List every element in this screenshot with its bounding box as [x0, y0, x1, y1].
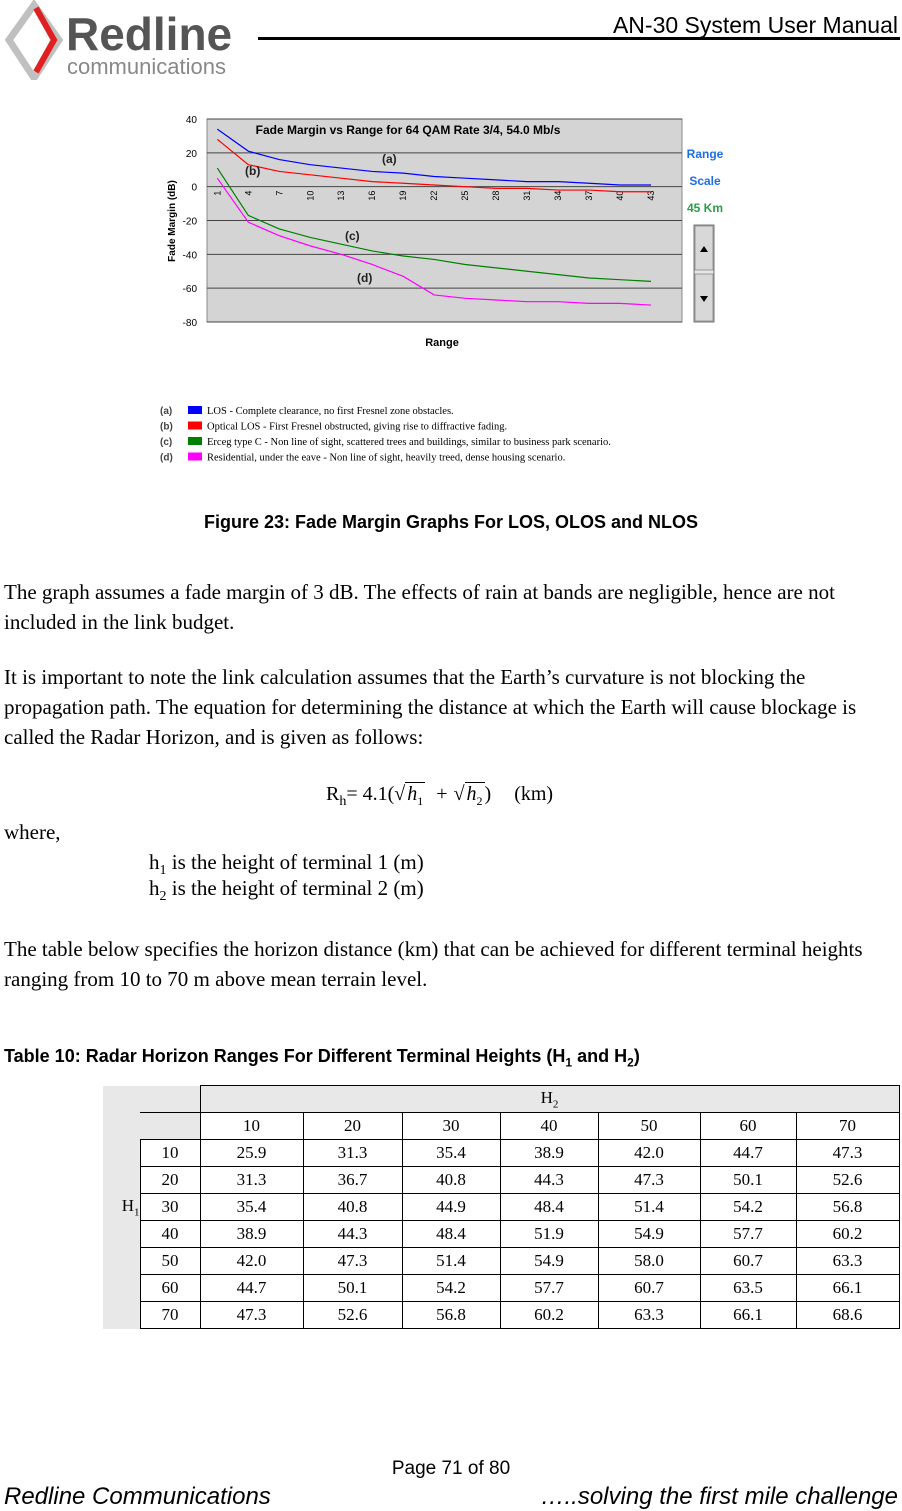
- redline-logo: [4, 0, 254, 80]
- table-cell: 52.6: [796, 1167, 899, 1194]
- table-cell: 48.4: [402, 1221, 500, 1248]
- table-cell: 36.7: [303, 1167, 402, 1194]
- x-tick-label: 10: [305, 190, 316, 201]
- legend-text: Optical LOS - First Fresnel obstructed, giving rise to diffractive fading.: [207, 421, 508, 433]
- legend-text: Residential, under the eave - Non line of sight, heavily treed, dense housing scenario.: [207, 452, 566, 464]
- table-cell: 44.3: [500, 1167, 598, 1194]
- x-tick-label: 7: [274, 190, 285, 196]
- table-column-header-row: [103, 1113, 899, 1140]
- definition-h2: $h_2$ is the height of terminal 2 (m): [149, 876, 424, 905]
- radar-horizon-equation: $R_h= 4.1(√$ $h_1$ + √ $h_2$ ) (km): [326, 783, 554, 809]
- fade-margin-chart: [150, 105, 750, 500]
- x-tick-label: 4: [243, 190, 254, 196]
- table-cell: 31.3: [200, 1167, 303, 1194]
- y-axis-label: Fade Margin (dB): [167, 180, 178, 262]
- legend-swatch: [188, 453, 202, 461]
- table-cell: 51.4: [402, 1248, 500, 1275]
- table-cell: 38.9: [200, 1221, 303, 1248]
- column-header: 60: [700, 1113, 796, 1140]
- x-tick-label: 1: [212, 190, 223, 196]
- table-cell: 56.8: [402, 1302, 500, 1329]
- paragraph-fade-margin: The graph assumes a fade margin of 3 dB. The effects of rain at bands are negligible, hence are not included in the link budget.: [4, 580, 835, 634]
- table-cell: 66.1: [796, 1275, 899, 1302]
- row-header: 50: [140, 1248, 200, 1275]
- row-header: 30: [140, 1194, 200, 1221]
- x-tick-label: 43: [646, 190, 657, 201]
- annotation-c: (c): [345, 229, 360, 243]
- row-header: 70: [140, 1302, 200, 1329]
- table-cell: 50.1: [303, 1275, 402, 1302]
- table-cell: 63.3: [796, 1248, 899, 1275]
- table-cell: 47.3: [796, 1140, 899, 1167]
- table-cell: 31.3: [303, 1140, 402, 1167]
- table-cell: 35.4: [200, 1194, 303, 1221]
- table-cell: 60.7: [700, 1248, 796, 1275]
- row-header: 10: [140, 1140, 200, 1167]
- legend-swatch: [188, 422, 202, 430]
- figure-caption: Figure 23: Fade Margin Graphs For LOS, OLOS and NLOS: [203, 512, 699, 532]
- paragraph-radar-horizon: It is important to note the link calculation assumes that the Earth’s curvature is not blocking the propagation path. The equation for determining the distance at which the Earth will cause blockage is called the Radar Horizon, and is given as follows:: [4, 665, 857, 749]
- table-cell: 54.2: [700, 1194, 796, 1221]
- table-cell: 60.2: [796, 1221, 899, 1248]
- table-cell: 44.9: [402, 1194, 500, 1221]
- y-tick-label: -80: [182, 318, 197, 329]
- legend-swatch: [188, 437, 202, 445]
- table-cell: 54.9: [598, 1221, 700, 1248]
- footer-tagline: …..solving the first mile challenge: [540, 1483, 898, 1510]
- annotation-b: (b): [245, 164, 261, 178]
- manual-title: AN-30 System User Manual: [612, 12, 898, 38]
- row-header: 40: [140, 1221, 200, 1248]
- x-tick-label: 28: [491, 190, 502, 201]
- table-cell: 44.7: [200, 1275, 303, 1302]
- table-cell: 56.8: [796, 1194, 899, 1221]
- table-cell: 63.3: [598, 1302, 700, 1329]
- table-cell: 44.7: [700, 1140, 796, 1167]
- legend-tag: (b): [160, 421, 173, 433]
- table-cell: 35.4: [402, 1140, 500, 1167]
- table-header-row: [103, 1086, 899, 1113]
- footer-company: Redline Communications: [4, 1483, 271, 1510]
- table-row: [103, 1221, 899, 1248]
- table-cell: 68.6: [796, 1302, 899, 1329]
- table-cell: 42.0: [200, 1248, 303, 1275]
- table-row: [103, 1248, 899, 1275]
- table-cell: 58.0: [598, 1248, 700, 1275]
- legend-tag: (a): [160, 406, 173, 417]
- h2-label: $H_2$: [200, 1086, 899, 1113]
- table-cell: 57.7: [500, 1275, 598, 1302]
- row-header: 20: [140, 1167, 200, 1194]
- column-header: 50: [598, 1113, 700, 1140]
- logo-sub: communications: [67, 54, 226, 79]
- x-axis-label: Range: [425, 337, 459, 349]
- table-cell: 44.3: [303, 1221, 402, 1248]
- column-header: 30: [402, 1113, 500, 1140]
- chart-legend: [160, 406, 611, 464]
- table-row: [103, 1167, 899, 1194]
- y-tick-label: -40: [182, 250, 197, 262]
- page-number: Page 71 of 80: [391, 1458, 511, 1479]
- annotation-a: (a): [382, 152, 397, 166]
- table-cell: 60.7: [598, 1275, 700, 1302]
- table-cell: 50.1: [700, 1167, 796, 1194]
- column-header: 20: [303, 1113, 402, 1140]
- column-header: 10: [200, 1113, 303, 1140]
- table-cell: 42.0: [598, 1140, 700, 1167]
- table-cell: 47.3: [200, 1302, 303, 1329]
- table-cell: 63.5: [700, 1275, 796, 1302]
- row-header: 60: [140, 1275, 200, 1302]
- x-tick-label: 16: [367, 190, 378, 201]
- table-cell: 25.9: [200, 1140, 303, 1167]
- y-tick-label: -60: [182, 284, 197, 296]
- annotation-d: (d): [357, 271, 373, 285]
- logo-mark-icon: [9, 5, 59, 78]
- range-scroller[interactable]: [694, 225, 714, 322]
- logo-brand: Redline: [66, 8, 233, 60]
- table-caption: Table 10: Radar Horizon Ranges For Different Terminal Heights ($H_1$ and $H_2$): [4, 1046, 640, 1070]
- table-cell: 60.2: [500, 1302, 598, 1329]
- x-tick-label: 25: [460, 190, 471, 201]
- table-cell: 54.2: [402, 1275, 500, 1302]
- y-tick-label: 20: [185, 148, 197, 160]
- table-row: [103, 1302, 899, 1329]
- radar-horizon-table: [103, 1085, 900, 1329]
- y-tick-label: 0: [191, 182, 197, 194]
- x-tick-label: 22: [429, 190, 440, 201]
- table-cell: 38.9: [500, 1140, 598, 1167]
- definition-h1: $h_1$ is the height of terminal 1 (m): [149, 850, 424, 879]
- table-cell: 40.8: [402, 1167, 500, 1194]
- where-label: where,: [4, 820, 61, 844]
- x-tick-label: 37: [584, 190, 595, 201]
- table-cell: 57.7: [700, 1221, 796, 1248]
- table-cell: 47.3: [303, 1248, 402, 1275]
- table-cell: 48.4: [500, 1194, 598, 1221]
- x-tick-label: 40: [615, 190, 626, 201]
- table-cell: 51.4: [598, 1194, 700, 1221]
- table-cell: 40.8: [303, 1194, 402, 1221]
- y-axis-ticks: [183, 115, 198, 329]
- table-row: [103, 1140, 899, 1167]
- table-cell: 52.6: [303, 1302, 402, 1329]
- table-cell: 66.1: [700, 1302, 796, 1329]
- h1-label: $H_1$: [103, 1086, 140, 1329]
- side-panel-scale: Scale: [689, 174, 721, 188]
- table-cell: 47.3: [598, 1167, 700, 1194]
- legend-text: Erceg type C - Non line of sight, scattered trees and buildings, similar to business park scenario.: [207, 437, 611, 448]
- table-row: [103, 1194, 899, 1221]
- sqrt-icon: √: [394, 783, 406, 805]
- x-tick-label: 31: [522, 190, 533, 201]
- chart-title: Fade Margin vs Range for 64 QAM Rate 3/4, 54.0 Mb/s: [255, 123, 561, 137]
- table-cell: 54.9: [500, 1248, 598, 1275]
- table-row: [103, 1275, 899, 1302]
- legend-text: LOS - Complete clearance, no first Fresnel zone obstacles.: [207, 406, 454, 417]
- column-header: 70: [796, 1113, 899, 1140]
- side-panel-value: 45 Km: [686, 201, 724, 215]
- sqrt-icon: √: [453, 783, 465, 805]
- table-cell: 51.9: [500, 1221, 598, 1248]
- y-tick-label: -20: [182, 216, 197, 228]
- x-tick-label: 34: [553, 190, 564, 201]
- y-tick-label: 40: [185, 115, 197, 126]
- legend-tag: (d): [160, 452, 173, 464]
- legend-swatch: [188, 406, 202, 414]
- x-tick-label: 19: [398, 190, 409, 201]
- legend-tag: (c): [160, 437, 173, 448]
- side-panel-range: Range: [686, 147, 724, 161]
- x-tick-label: 13: [336, 190, 347, 201]
- column-header: 40: [500, 1113, 598, 1140]
- paragraph-table-intro: The table below specifies the horizon distance (km) that can be achieved for different terminal heights ranging from 10 to 70 m above mean terrain level.: [4, 937, 863, 991]
